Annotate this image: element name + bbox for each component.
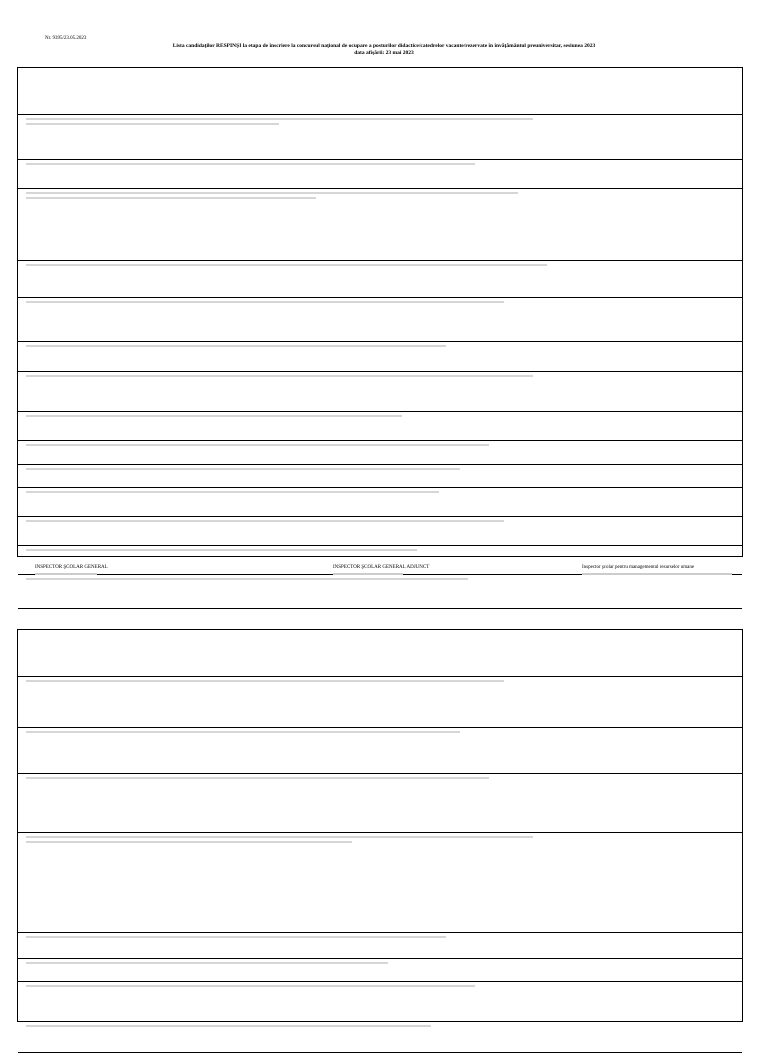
table-row xyxy=(18,444,742,465)
table-row xyxy=(18,468,742,488)
signature-left xyxy=(35,565,108,575)
table-row xyxy=(18,985,742,1022)
signature-center-title: INSPECTOR ŞCOLAR GENERAL ADJUNCT xyxy=(333,565,430,570)
table-header xyxy=(18,68,742,115)
table-row xyxy=(18,415,742,441)
table-row xyxy=(18,301,742,342)
table-row xyxy=(18,578,742,609)
title-text: Lista candidaţilor RESPINŞI la etapa de înscriere la concursul naţional de ocupare a posturilor didactice/catedrelor vacante/rezervate în învăţământul preuniversitar, sesiunea 2023 xyxy=(172,43,596,49)
candidates-table-page-2 xyxy=(17,629,743,1022)
table-row xyxy=(18,1025,742,1053)
table-row xyxy=(18,118,742,160)
table-row xyxy=(18,264,742,298)
document-title xyxy=(0,43,768,57)
table-row xyxy=(18,777,742,833)
table-header xyxy=(18,630,742,677)
signature-right-title: Inspector şcolar pentru managementul resurselor umane xyxy=(582,565,695,570)
table-row xyxy=(18,345,742,372)
candidates-table-page-1 xyxy=(17,67,743,557)
table-row xyxy=(18,375,742,412)
table-row xyxy=(18,962,742,982)
table-row xyxy=(18,836,742,933)
table-row xyxy=(18,680,742,728)
signature-center xyxy=(333,565,429,575)
signature-right xyxy=(582,565,732,575)
signature-left-title: INSPECTOR ŞCOLAR GENERAL xyxy=(35,565,108,570)
display-date: data afişării: 23 mai 2023 xyxy=(354,50,414,56)
document-reference: Nr. 9395/23.05.2023 xyxy=(45,36,87,41)
table-row xyxy=(18,731,742,774)
table-row xyxy=(18,192,742,261)
table-row xyxy=(18,491,742,517)
table-row xyxy=(18,163,742,189)
table-row xyxy=(18,936,742,959)
table-row xyxy=(18,520,742,546)
